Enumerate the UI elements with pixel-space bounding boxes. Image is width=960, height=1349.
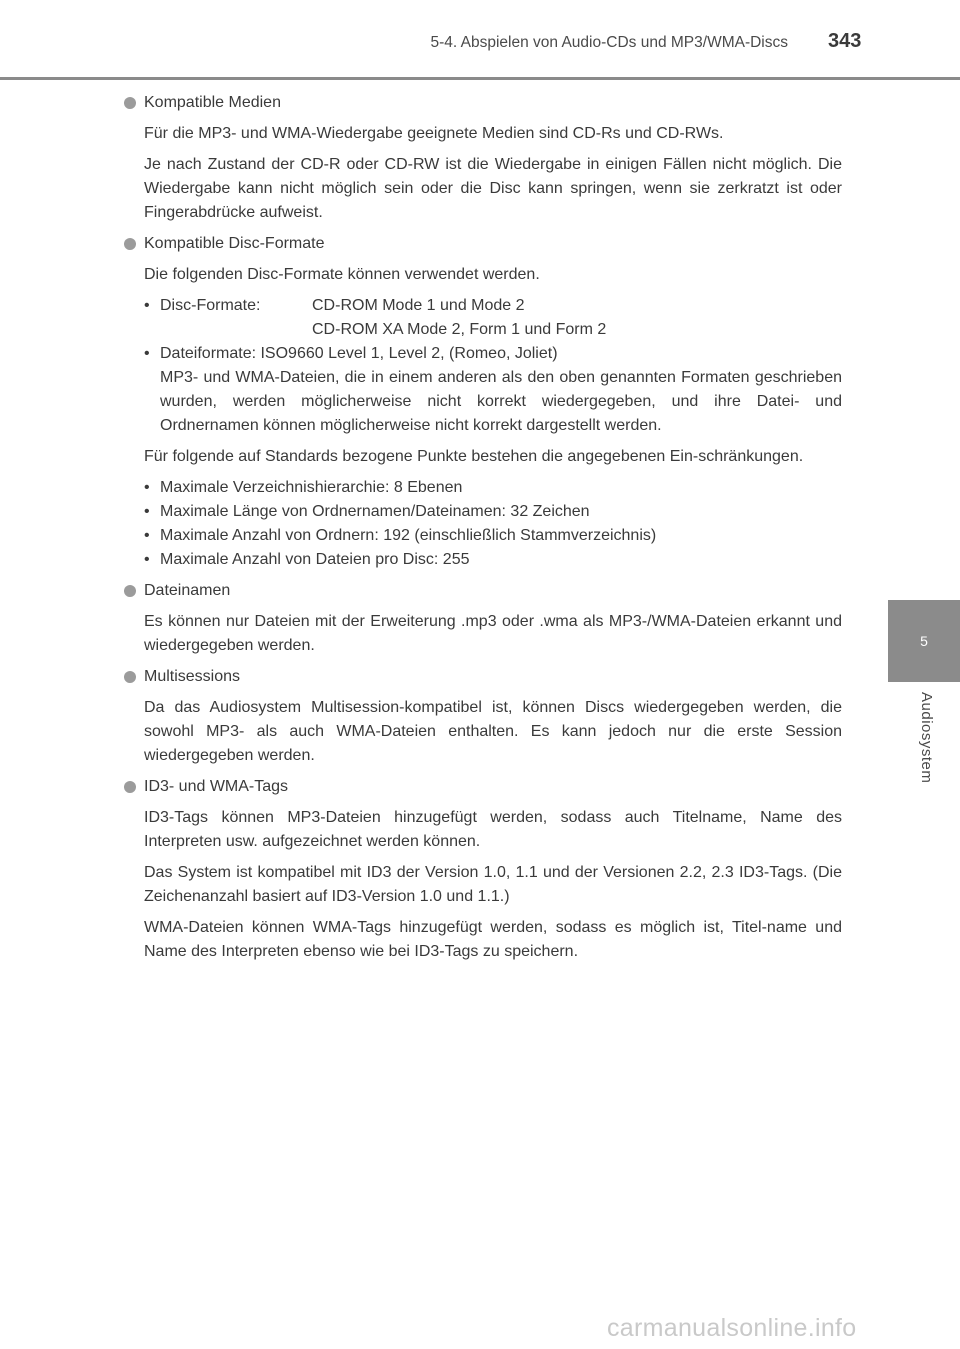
paragraph: Für die MP3- und WMA-Wiedergabe geeignete Medien sind CD-Rs und CD-RWs. <box>144 125 724 142</box>
paragraph: Die folgenden Disc-Formate können verwendet werden. <box>144 266 540 283</box>
list-item-text: Maximale Länge von Ordnernamen/Dateinamen: 32 Zeichen <box>160 503 590 520</box>
disc-format-label: Disc-Formate: <box>160 297 261 314</box>
list-item <box>144 524 842 548</box>
list-bullet: • <box>144 551 150 568</box>
bullet-dot-icon <box>124 585 136 597</box>
section-heading <box>124 232 842 256</box>
paragraph: Das System ist kompatibel mit ID3 der Version 1.0, 1.1 und der Versionen 2.2, 2.3 ID3-Tags. (Die Zeichenanzahl basiert auf ID3-Version 1.0 und 1.1.) <box>144 864 842 905</box>
heading-text: Kompatible Medien <box>144 94 281 111</box>
heading-text: Kompatible Disc-Formate <box>144 235 325 252</box>
heading-text: Dateinamen <box>144 582 231 599</box>
paragraph: Je nach Zustand der CD-R oder CD-RW ist die Wiedergabe in einigen Fällen nicht möglich. Die Wiedergabe kann nicht möglich sein oder die Disc kann springen, wenn sie zerkratzt ist oder Fingerabdrücke aufweist. <box>144 156 842 221</box>
list-item <box>144 476 842 500</box>
list-item <box>144 500 842 524</box>
section-heading <box>124 579 842 603</box>
bullet-dot-icon <box>124 781 136 793</box>
bullet-dot-icon <box>124 671 136 683</box>
file-format-note: MP3- und WMA-Dateien, die in einem anderen als den oben genannten Formaten geschrieben wurden, werden möglicherweise nicht korrekt wiedergegeben, und ihre Datei- und Ordnernamen können möglicherweise nicht korrekt dargestellt werden. <box>160 369 842 434</box>
list-bullet: • <box>144 297 150 314</box>
chapter-label: Audiosystem <box>918 692 935 784</box>
bullet-dot-icon <box>124 97 136 109</box>
disc-format-value: CD-ROM XA Mode 2, Form 1 und Form 2 <box>312 321 607 338</box>
list-bullet: • <box>144 479 150 496</box>
paragraph: Da das Audiosystem Multisession-kompatibel ist, können Discs wiedergegeben werden, die sowohl MP3- als auch WMA-Dateien enthalten. Es kann jedoch nur die erste Session wiedergegeben werden. <box>144 699 842 764</box>
paragraph: Für folgende auf Standards bezogene Punkte bestehen die angegebenen Ein-schränkungen. <box>144 448 804 465</box>
list-item-text: Maximale Anzahl von Dateien pro Disc: 255 <box>160 551 470 568</box>
bullet-dot-icon <box>124 238 136 250</box>
heading-text: ID3- und WMA-Tags <box>144 778 289 795</box>
paragraph: ID3-Tags können MP3-Dateien hinzugefügt werden, sodass auch Titelname, Name des Interpreten usw. aufgezeichnet werden können. <box>144 809 842 850</box>
file-format-text: Dateiformate: ISO9660 Level 1, Level 2, (Romeo, Joliet) <box>160 345 558 362</box>
heading-text: Multisessions <box>144 668 241 685</box>
list-bullet: • <box>144 527 150 544</box>
list-bullet: • <box>144 345 150 362</box>
page-content <box>124 91 842 971</box>
list-item-text: Maximale Anzahl von Ordnern: 192 (einschließlich Stammverzeichnis) <box>160 527 657 544</box>
format-list <box>144 294 842 438</box>
disc-format-value: CD-ROM Mode 1 und Mode 2 <box>312 297 525 314</box>
list-item <box>144 548 842 572</box>
list-item-text: Maximale Verzeichnishierarchie: 8 Ebenen <box>160 479 463 496</box>
chapter-tab <box>888 600 960 682</box>
list-item <box>144 342 842 438</box>
section-title: 5-4. Abspielen von Audio-CDs und MP3/WMA-Discs <box>430 34 788 51</box>
watermark: carmanualsonline.info <box>607 1314 857 1342</box>
paragraph: WMA-Dateien können WMA-Tags hinzugefügt werden, sodass es möglich ist, Titel-name und Name des Interpreten ebenso wie bei ID3-Tags zu speichern. <box>144 919 842 960</box>
paragraph: Es können nur Dateien mit der Erweiterung .mp3 oder .wma als MP3-/WMA-Dateien erkannt und wiedergegeben werden. <box>144 613 842 654</box>
limits-list <box>144 476 842 572</box>
disc-format-values <box>312 294 606 342</box>
chapter-number: 5 <box>920 633 928 649</box>
list-item <box>144 294 842 342</box>
section-heading <box>124 775 842 799</box>
list-bullet: • <box>144 503 150 520</box>
section-heading <box>124 91 842 115</box>
page-number: 343 <box>828 30 862 52</box>
section-heading <box>124 665 842 689</box>
header-divider <box>0 77 960 80</box>
